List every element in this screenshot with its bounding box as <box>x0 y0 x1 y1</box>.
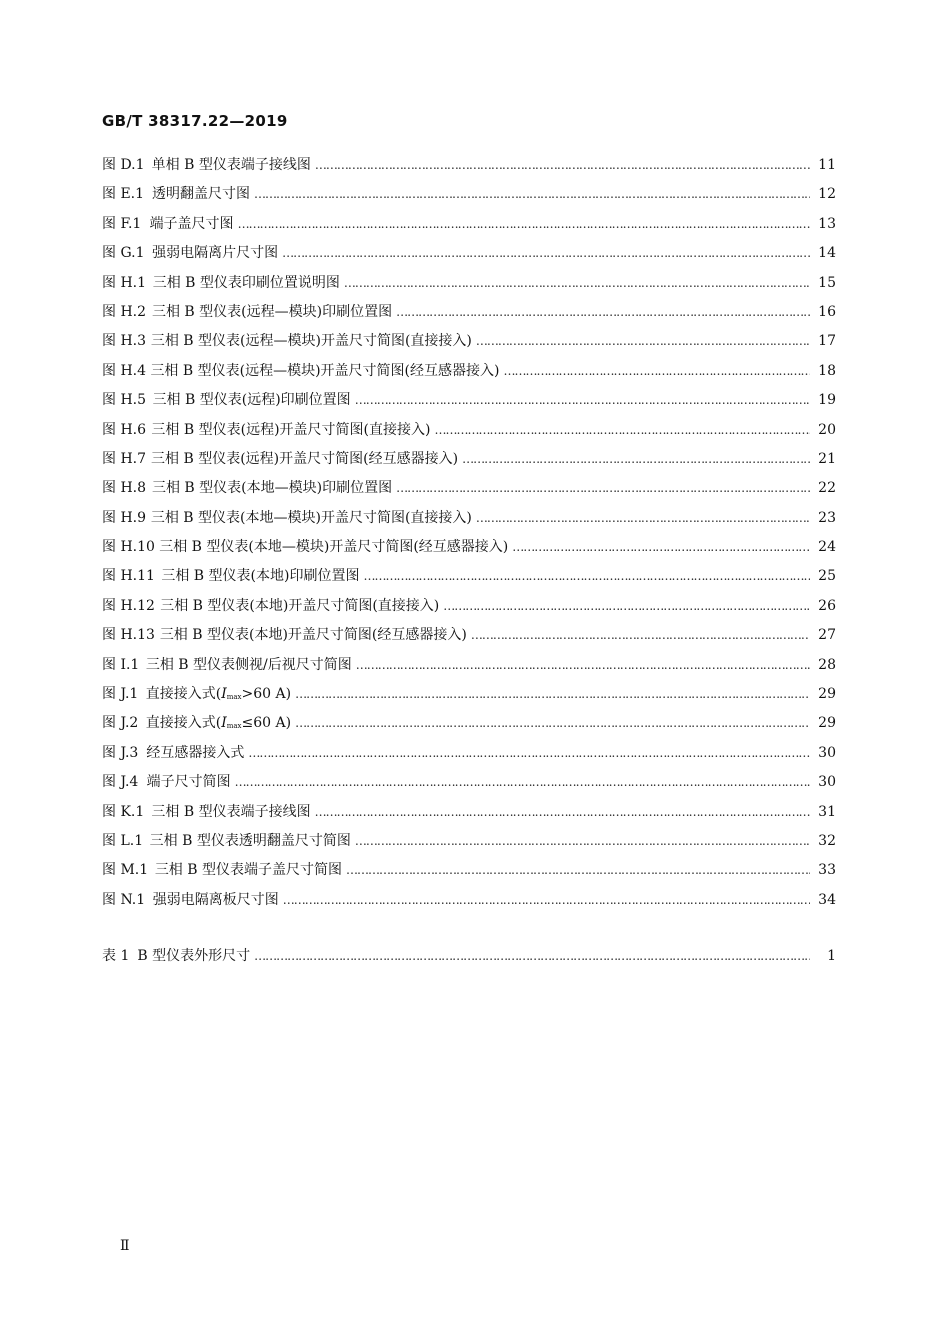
toc-entry[interactable] <box>102 272 836 301</box>
page-number: 33 <box>818 862 836 879</box>
figure-number: 图 H.3 <box>102 333 147 350</box>
toc-entry[interactable] <box>102 830 836 859</box>
figure-title: 透明翻盖尺寸图 <box>152 186 251 203</box>
page-number: 11 <box>818 157 836 173</box>
toc-entry[interactable] <box>102 654 836 683</box>
dot-leader <box>235 774 810 790</box>
figure-number: 图 H.10 <box>102 539 155 556</box>
page-number: 32 <box>818 832 836 849</box>
page-number: 15 <box>818 274 836 291</box>
toc-entry[interactable] <box>102 889 836 918</box>
figure-number: 图 G.1 <box>102 245 145 262</box>
page-number: 31 <box>818 803 836 820</box>
dot-leader <box>476 333 810 349</box>
title-suffix: ≤60 A) <box>241 715 292 732</box>
figure-title: 三相 B 型仪表(本地)开盖尺寸简图(经互感器接入) <box>159 627 467 644</box>
figure-number: 图 D.1 <box>102 157 145 173</box>
figure-title: 单相 B 型仪表端子接线图 <box>151 157 311 173</box>
figure-title: 经互感器接入式 <box>146 744 245 761</box>
dot-leader <box>355 392 810 408</box>
figure-title: 三相 B 型仪表端子盖尺寸简图 <box>154 862 343 879</box>
figure-number: 图 K.1 <box>102 803 145 820</box>
page-number: 28 <box>818 656 836 673</box>
figure-number: 图 E.1 <box>102 186 145 203</box>
page-number: 13 <box>818 215 836 232</box>
figure-number: 图 J.1 <box>102 686 139 703</box>
page-number: 30 <box>818 774 836 791</box>
dot-leader <box>315 157 810 173</box>
dot-leader <box>295 715 810 731</box>
dot-leader <box>512 539 810 555</box>
figure-title: 三相 B 型仪表(远程—模块)印刷位置图 <box>151 303 393 320</box>
dot-leader <box>396 480 810 496</box>
figure-title: 三相 B 型仪表(本地)印刷位置图 <box>161 568 360 585</box>
figure-title: 端子盖尺寸图 <box>149 215 234 232</box>
figure-number: 图 H.5 <box>102 392 147 409</box>
figure-number: 图 H.9 <box>102 509 147 526</box>
figure-title: 三相 B 型仪表(远程)印刷位置图 <box>152 392 351 409</box>
dot-leader <box>434 422 810 438</box>
page-number: 23 <box>818 509 836 526</box>
figure-title <box>146 712 291 732</box>
dot-leader <box>282 245 810 261</box>
figure-title: 三相 B 型仪表透明翻盖尺寸简图 <box>149 832 351 849</box>
figure-title: 三相 B 型仪表(远程—模块)开盖尺寸简图(直接接入) <box>150 333 472 350</box>
dot-leader <box>476 510 810 526</box>
figure-number: 图 L.1 <box>102 832 144 849</box>
title-prefix: 直接接入式( <box>145 686 222 703</box>
figure-title: 三相 B 型仪表(本地—模块)开盖尺寸简图(经互感器接入) <box>159 539 509 556</box>
toc-entry[interactable] <box>102 742 836 771</box>
figure-title: 强弱电隔离片尺寸图 <box>152 245 279 262</box>
title-suffix: >60 A) <box>241 686 292 703</box>
figure-title: 端子尺寸简图 <box>146 774 231 791</box>
current-subscript: max <box>226 693 242 702</box>
dot-leader <box>315 804 810 820</box>
dot-leader <box>238 216 810 232</box>
dot-leader <box>346 862 810 878</box>
figure-number: 图 H.7 <box>102 450 147 467</box>
toc-entry[interactable] <box>102 624 836 653</box>
toc-entry[interactable] <box>102 945 836 974</box>
current-variable: I <box>221 715 227 732</box>
page-number: 22 <box>818 480 836 497</box>
toc-entry[interactable] <box>102 565 836 594</box>
figure-number: 图 J.2 <box>102 715 139 732</box>
figure-title: 三相 B 型仪表端子接线图 <box>151 803 311 820</box>
current-variable: I <box>221 686 227 703</box>
dot-leader <box>443 598 810 614</box>
document-standard-header: GB/T 38317.22—2019 <box>102 112 288 130</box>
page-number: 1 <box>827 948 836 964</box>
toc-entry[interactable] <box>102 183 836 212</box>
dot-leader <box>396 304 810 320</box>
figure-number: 图 F.1 <box>102 215 142 232</box>
page-number: 12 <box>818 186 836 203</box>
figure-title: 三相 B 型仪表(本地—模块)开盖尺寸简图(直接接入) <box>150 509 472 526</box>
figure-title: 三相 B 型仪表(远程)开盖尺寸简图(经互感器接入) <box>151 450 459 467</box>
toc-entry[interactable] <box>102 154 836 183</box>
toc-entry[interactable] <box>102 536 836 565</box>
figure-number: 图 H.13 <box>102 627 155 644</box>
figure-number: 图 J.3 <box>102 744 139 761</box>
dot-leader <box>471 627 810 643</box>
toc-entry[interactable] <box>102 213 836 242</box>
toc-entry[interactable] <box>102 507 836 536</box>
page-number: 21 <box>818 450 836 467</box>
page-number: 34 <box>818 891 836 908</box>
page-number: 17 <box>818 333 836 350</box>
toc-entry[interactable] <box>102 683 836 712</box>
page-number: 30 <box>818 744 836 761</box>
page-number: 16 <box>818 303 836 320</box>
figure-title: 三相 B 型仪表印刷位置说明图 <box>152 274 340 291</box>
figure-number: 图 H.1 <box>102 274 147 291</box>
figure-title <box>146 683 291 703</box>
title-prefix: 直接接入式( <box>145 715 222 732</box>
figure-number: 图 N.1 <box>102 891 146 908</box>
page-number: 24 <box>818 539 836 556</box>
page-number: 26 <box>818 597 836 614</box>
figure-title: 强弱电隔离板尺寸图 <box>152 891 279 908</box>
table-number: 表 1 <box>102 948 130 964</box>
figure-number: 图 H.8 <box>102 480 147 497</box>
figure-title: 三相 B 型仪表(本地—模块)印刷位置图 <box>151 480 393 497</box>
page-number: 18 <box>818 362 836 379</box>
figure-title: 三相 B 型仪表(远程)开盖尺寸简图(直接接入) <box>151 421 431 438</box>
dot-leader <box>254 186 810 202</box>
page-number: 29 <box>818 715 836 732</box>
dot-leader <box>248 745 810 761</box>
toc-entry[interactable] <box>102 389 836 418</box>
page-number: 27 <box>818 627 836 644</box>
toc-entry[interactable] <box>102 448 836 477</box>
figure-number: 图 H.12 <box>102 597 155 614</box>
toc-entry[interactable] <box>102 595 836 624</box>
page-number: 20 <box>818 421 836 438</box>
toc-entry[interactable] <box>102 330 836 359</box>
dot-leader <box>363 568 810 584</box>
footer-page-number: Ⅱ <box>120 1238 130 1254</box>
page-number: 25 <box>818 568 836 585</box>
figure-number: 图 M.1 <box>102 862 149 879</box>
toc-entry[interactable] <box>102 419 836 448</box>
dot-leader <box>254 948 810 964</box>
toc-entry[interactable] <box>102 301 836 330</box>
figure-number: 图 H.4 <box>102 362 147 379</box>
figure-number: 图 H.2 <box>102 303 147 320</box>
toc-entry[interactable] <box>102 859 836 888</box>
dot-leader <box>356 657 810 673</box>
figure-title: 三相 B 型仪表(本地)开盖尺寸简图(直接接入) <box>160 597 440 614</box>
dot-leader <box>283 892 810 908</box>
figure-title: 三相 B 型仪表(远程—模块)开盖尺寸简图(经互感器接入) <box>150 362 500 379</box>
figure-list <box>102 154 836 918</box>
table-list <box>102 945 836 974</box>
toc-entry[interactable] <box>102 801 836 830</box>
page-number: 14 <box>818 245 836 262</box>
toc-entry[interactable] <box>102 477 836 506</box>
toc-entry[interactable] <box>102 771 836 800</box>
figure-title: 三相 B 型仪表侧视/后视尺寸简图 <box>145 656 352 673</box>
toc-entry[interactable] <box>102 712 836 741</box>
dot-leader <box>344 275 810 291</box>
figure-number: 图 J.4 <box>102 774 139 791</box>
toc-entry[interactable] <box>102 360 836 389</box>
figure-number: 图 H.11 <box>102 568 155 585</box>
dot-leader <box>295 686 810 702</box>
dot-leader <box>503 363 810 379</box>
page-number: 19 <box>818 392 836 409</box>
toc-entry[interactable] <box>102 242 836 271</box>
figure-number: 图 I.1 <box>102 656 140 673</box>
dot-leader <box>355 833 810 849</box>
page-number: 29 <box>818 686 836 703</box>
dot-leader <box>462 451 810 467</box>
current-subscript: max <box>226 722 242 731</box>
table-title: B 型仪表外形尺寸 <box>137 948 251 964</box>
figure-number: 图 H.6 <box>102 421 147 438</box>
